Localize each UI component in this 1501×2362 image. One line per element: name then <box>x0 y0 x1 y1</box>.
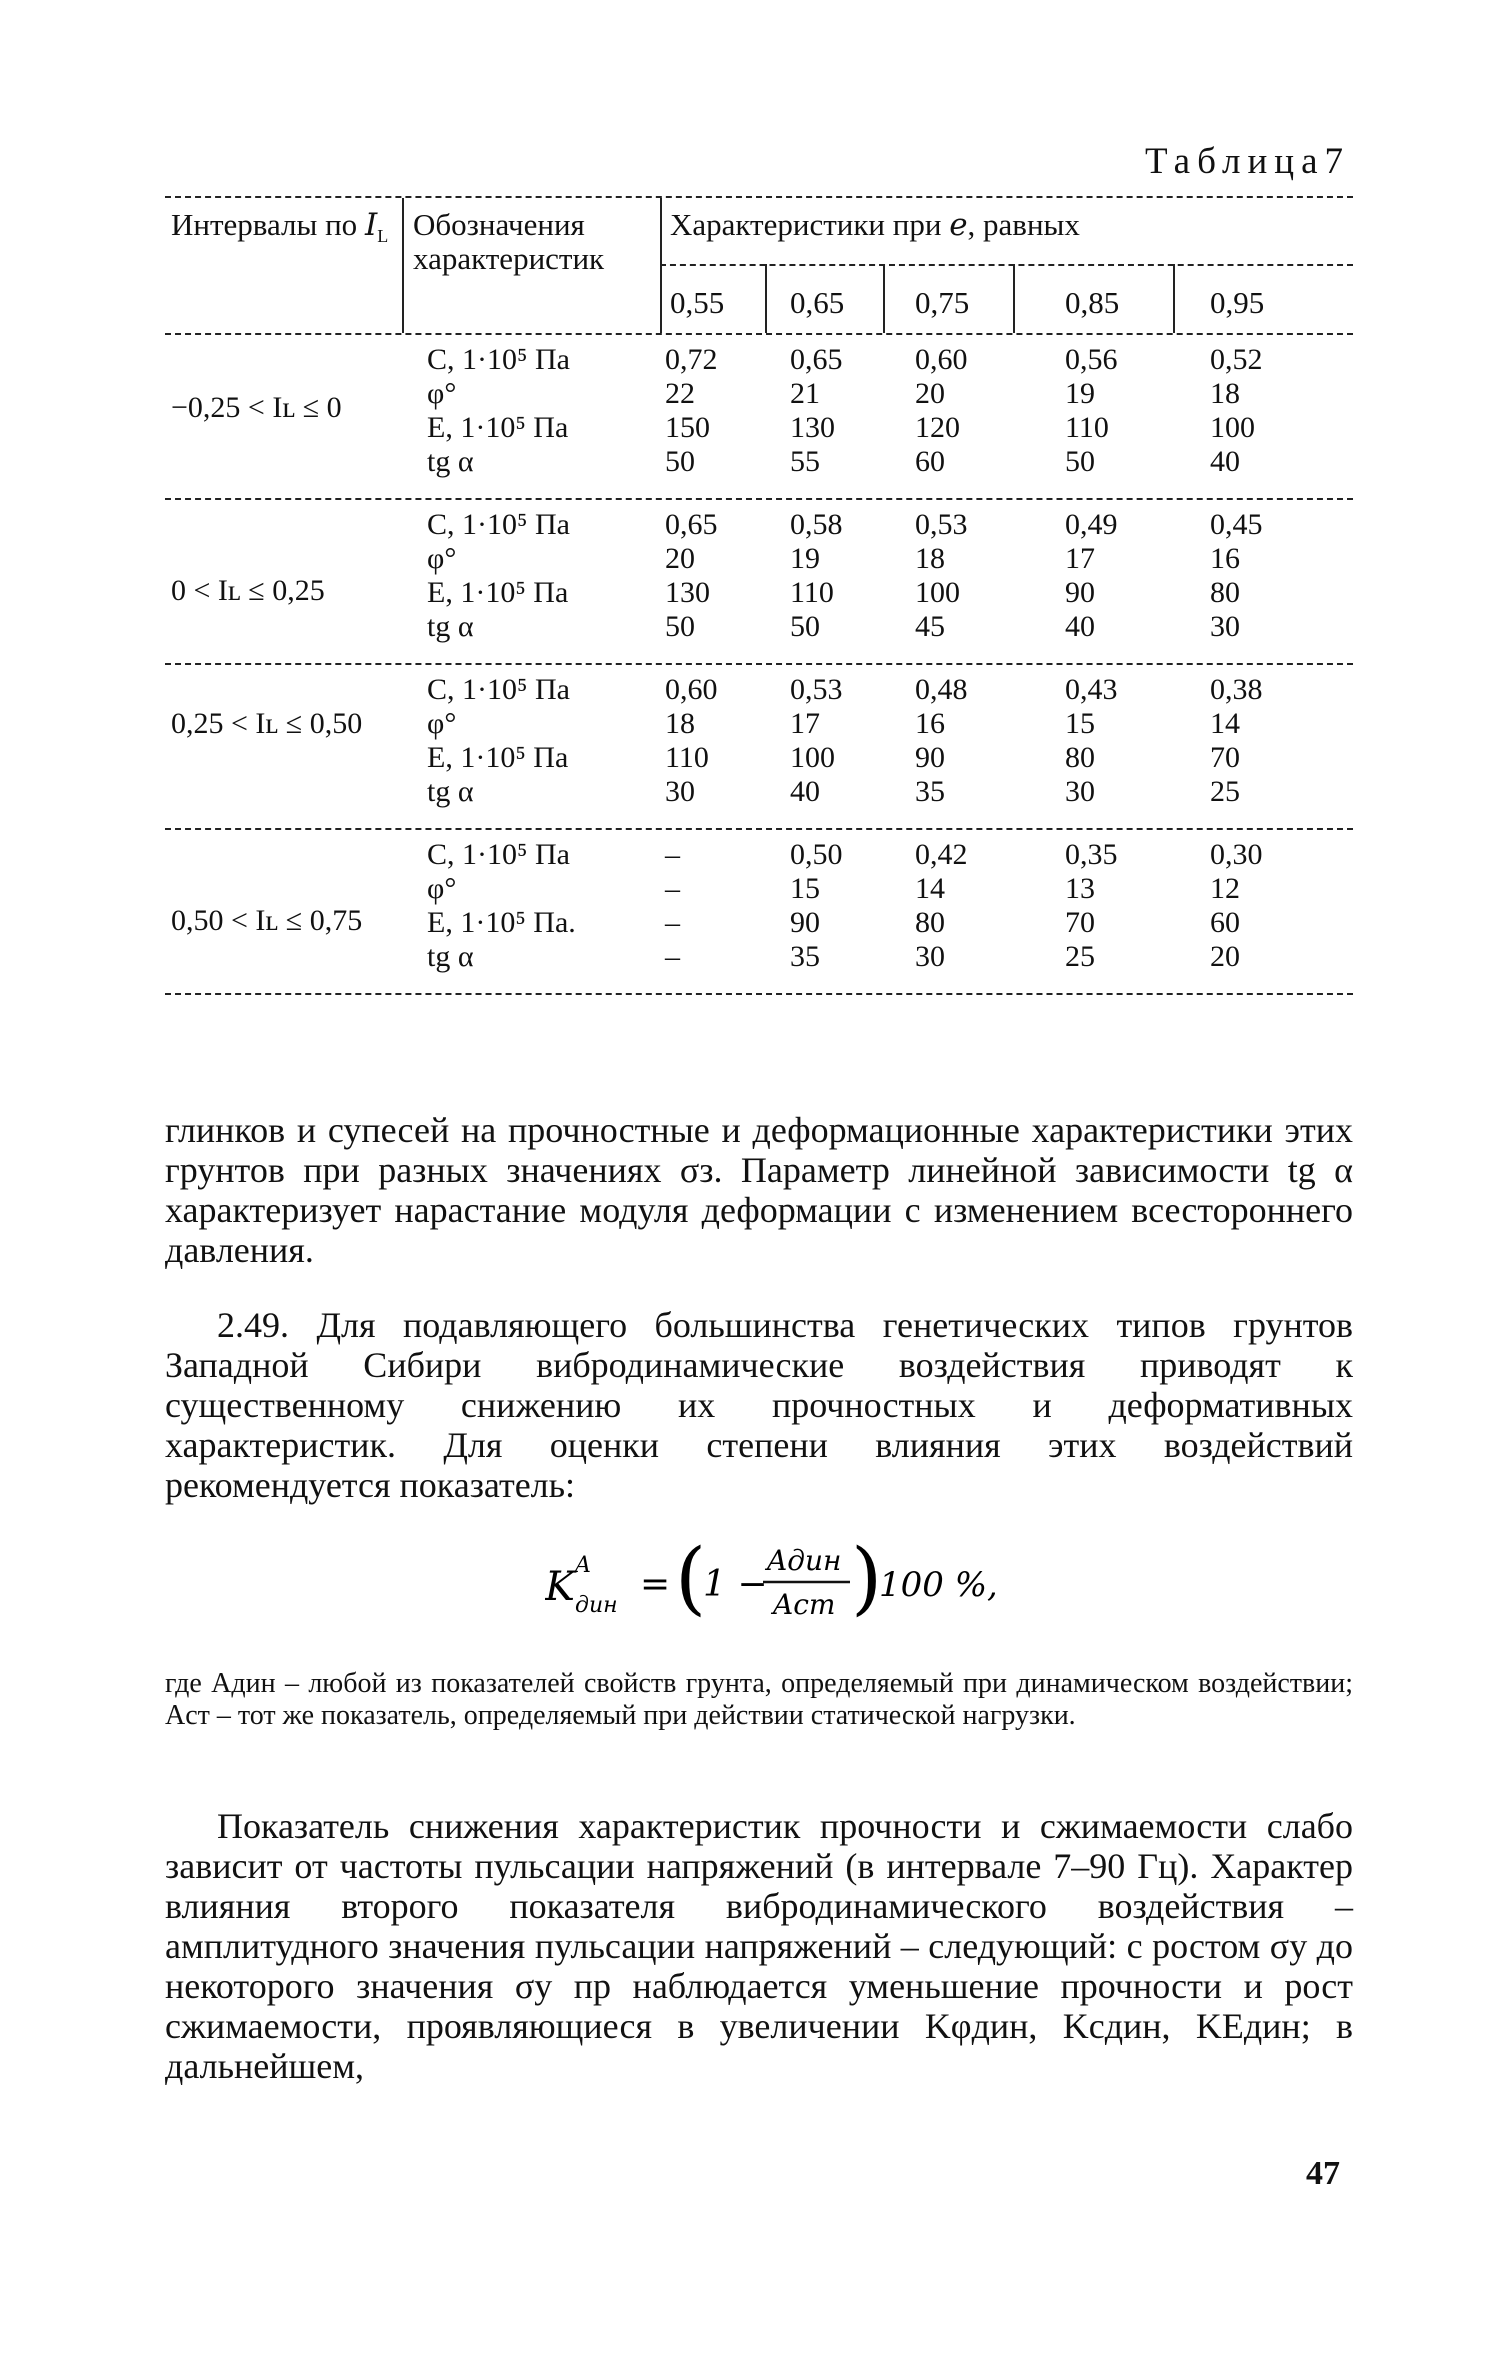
e-value: 0,55 <box>670 285 725 320</box>
value-cell: 20 <box>915 377 945 410</box>
value-cell: 90 <box>790 906 820 939</box>
value-cell: 17 <box>1065 542 1095 575</box>
value-cell: 14 <box>915 872 945 905</box>
value-column <box>665 673 718 809</box>
value-column <box>790 838 843 974</box>
value-column <box>790 673 843 809</box>
value-cell: 70 <box>1065 906 1095 939</box>
characteristics-table <box>165 196 1353 995</box>
table-row <box>165 335 1353 498</box>
e-value: 0,85 <box>1065 285 1120 320</box>
value-cell: 50 <box>1065 445 1095 478</box>
interval-cell: −0,25 < Iʟ ≤ 0 <box>171 391 342 424</box>
value-cell: 70 <box>1210 741 1240 774</box>
value-cell: 18 <box>1210 377 1240 410</box>
formula-equals: = <box>640 1564 671 1605</box>
body-paragraph: глинков и супесей на прочностные и деформационные характеристики этих грунтов при разных значениях σз. Параметр линейной зависимости tg α характеризует нарастание модуля деформации с изменением всестороннего давления. <box>165 1110 1353 1270</box>
value-cell: 13 <box>1065 872 1095 905</box>
value-column <box>915 673 968 809</box>
table-row <box>165 830 1353 993</box>
subheader-divider <box>883 264 885 333</box>
value-cell: 0,53 <box>790 673 843 706</box>
value-cell: 0,43 <box>1065 673 1118 706</box>
value-column <box>790 508 843 644</box>
value-column <box>1065 508 1118 644</box>
formula-sub: дин <box>575 1593 618 1618</box>
value-cell: 0,49 <box>1065 508 1118 541</box>
body-paragraph: Показатель снижения характеристик прочности и сжимаемости слабо зависит от частоты пульсации напряжений (в интервале 7–90 Гц). Характер влияния второго показателя вибродинамического воздействия – амплитудного значения пульсации напряжений – следующий: с ростом σу до некоторого значения σу пр наблюдается уменьшение прочности и рост сжимаемости, проявляющиеся в увеличении Kφдин, Kсдин, KЕдин; в дальнейшем, <box>165 1806 1353 2086</box>
value-cell: 0,35 <box>1065 838 1118 871</box>
value-cell: 80 <box>915 906 945 939</box>
interval-cell: 0,25 < Iʟ ≤ 0,50 <box>171 707 363 740</box>
value-cell: – <box>665 906 680 939</box>
formula-one-minus: 1 − <box>703 1564 768 1605</box>
value-cell: 130 <box>665 576 710 609</box>
value-cell: 19 <box>1065 377 1095 410</box>
value-cell: 90 <box>915 741 945 774</box>
value-cell: 110 <box>665 741 709 774</box>
header-divider <box>402 198 404 333</box>
value-column <box>915 838 968 974</box>
formula-sup: A <box>575 1553 591 1578</box>
value-cell: 0,52 <box>1210 343 1263 376</box>
value-cell: 17 <box>790 707 820 740</box>
value-cell: 0,72 <box>665 343 718 376</box>
designation-cell: С, 1·10⁵ Па φ° Е, 1·10⁵ Па tg α <box>427 673 570 808</box>
designation-cell: С, 1·10⁵ Па φ° Е, 1·10⁵ Па. tg α <box>427 838 576 973</box>
value-cell: 35 <box>915 775 945 808</box>
formula-left-paren: ( <box>675 1531 707 1624</box>
value-cell: 0,38 <box>1210 673 1263 706</box>
value-column <box>790 343 843 479</box>
formula-k: K <box>545 1564 575 1610</box>
value-cell: 0,50 <box>790 838 843 871</box>
value-cell: 0,65 <box>790 343 843 376</box>
value-cell: 14 <box>1210 707 1240 740</box>
value-cell: 60 <box>915 445 945 478</box>
value-cell: 30 <box>915 940 945 973</box>
value-column <box>665 508 718 644</box>
interval-header: Интервалы по $I_L$ <box>171 207 389 247</box>
value-cell: 18 <box>915 542 945 575</box>
value-cell: 20 <box>665 542 695 575</box>
value-cell: 21 <box>790 377 820 410</box>
formula-denominator: Aст <box>773 1588 836 1621</box>
value-cell: 25 <box>1210 775 1240 808</box>
value-cell: 80 <box>1065 741 1095 774</box>
value-cell: 15 <box>790 872 820 905</box>
value-cell: 110 <box>790 576 834 609</box>
value-column <box>1065 673 1118 809</box>
value-cell: 22 <box>665 377 695 410</box>
value-cell: 40 <box>790 775 820 808</box>
value-cell: 130 <box>790 411 835 444</box>
value-cell: 55 <box>790 445 820 478</box>
value-cell: 150 <box>665 411 710 444</box>
table-row <box>165 665 1353 828</box>
value-cell: 25 <box>1065 940 1095 973</box>
value-cell: – <box>665 940 680 973</box>
value-cell: 18 <box>665 707 695 740</box>
formula-numerator: Aдин <box>767 1544 842 1577</box>
value-cell: 30 <box>665 775 695 808</box>
subheader-rule <box>660 264 1353 266</box>
subheader-divider <box>765 264 767 333</box>
value-cell: 50 <box>790 610 820 643</box>
formula <box>545 1530 995 1640</box>
value-cell: 100 <box>790 741 835 774</box>
value-column <box>665 343 718 479</box>
designation-header: Обозначения характеристик <box>413 207 605 276</box>
value-cell: 45 <box>915 610 945 643</box>
value-cell: 0,48 <box>915 673 968 706</box>
value-cell: 50 <box>665 610 695 643</box>
value-column <box>915 508 968 644</box>
designation-cell: С, 1·10⁵ Па φ° Е, 1·10⁵ Па tg α <box>427 508 570 643</box>
value-cell: 0,60 <box>915 343 968 376</box>
value-cell: 100 <box>915 576 960 609</box>
interval-cell: 0 < Iʟ ≤ 0,25 <box>171 574 325 607</box>
value-cell: 15 <box>1065 707 1095 740</box>
interval-cell: 0,50 < Iʟ ≤ 0,75 <box>171 904 363 937</box>
value-cell: 60 <box>1210 906 1240 939</box>
value-cell: 30 <box>1210 610 1240 643</box>
value-column <box>1065 343 1118 479</box>
subheader-divider <box>1173 264 1175 333</box>
formula-note: где Aдин – любой из показателей свойств грунта, определяемый при динамическом воздействии; Aст – тот же показатель, определяемый при действии статической нагрузки. <box>165 1668 1353 1731</box>
designation-cell: С, 1·10⁵ Па φ° Е, 1·10⁵ Па tg α <box>427 343 570 478</box>
body-paragraph: 2.49. Для подавляющего большинства генетических типов грунтов Западной Сибири вибродинамические воздействия приводят к существенному снижению их прочностных и деформативных характеристик. Для оценки степени влияния этих воздействий рекомендуется показатель: <box>165 1305 1353 1505</box>
e-value: 0,65 <box>790 285 845 320</box>
value-cell: 0,45 <box>1210 508 1263 541</box>
value-column <box>1210 343 1263 479</box>
table-bottom-rule <box>165 993 1353 995</box>
value-column <box>1065 838 1118 974</box>
table-caption: Таблица7 <box>1145 141 1350 182</box>
value-cell: 0,58 <box>790 508 843 541</box>
value-cell: 0,56 <box>1065 343 1118 376</box>
value-cell: – <box>665 838 680 871</box>
value-cell: 20 <box>1210 940 1240 973</box>
formula-suffix: 100 %, <box>879 1565 995 1605</box>
table-row <box>165 500 1353 663</box>
value-cell: 80 <box>1210 576 1240 609</box>
value-cell: 40 <box>1065 610 1095 643</box>
value-cell: 0,60 <box>665 673 718 706</box>
table-header <box>165 198 1353 333</box>
e-value: 0,75 <box>915 285 970 320</box>
characteristics-header: Характеристики при e, равных <box>670 207 1080 243</box>
value-cell: 30 <box>1065 775 1095 808</box>
value-cell: 0,42 <box>915 838 968 871</box>
formula-right-paren: ) <box>851 1531 883 1624</box>
value-cell: 90 <box>1065 576 1095 609</box>
value-column <box>1210 673 1263 809</box>
value-cell: 19 <box>790 542 820 575</box>
subheader-divider <box>1013 264 1015 333</box>
value-cell: 16 <box>915 707 945 740</box>
value-column <box>1210 838 1263 974</box>
value-cell: 50 <box>665 445 695 478</box>
value-column <box>1210 508 1263 644</box>
value-cell: 12 <box>1210 872 1240 905</box>
value-cell: 110 <box>1065 411 1109 444</box>
value-cell: 16 <box>1210 542 1240 575</box>
value-cell: 35 <box>790 940 820 973</box>
value-cell: – <box>665 872 680 905</box>
value-cell: 40 <box>1210 445 1240 478</box>
value-column <box>665 838 680 974</box>
page-number: 47 <box>1306 2155 1340 2192</box>
value-cell: 0,30 <box>1210 838 1263 871</box>
value-cell: 0,53 <box>915 508 968 541</box>
value-cell: 0,65 <box>665 508 718 541</box>
formula-graphic <box>545 1530 995 1640</box>
value-cell: 100 <box>1210 411 1255 444</box>
e-value: 0,95 <box>1210 285 1265 320</box>
value-cell: 120 <box>915 411 960 444</box>
value-column <box>915 343 968 479</box>
